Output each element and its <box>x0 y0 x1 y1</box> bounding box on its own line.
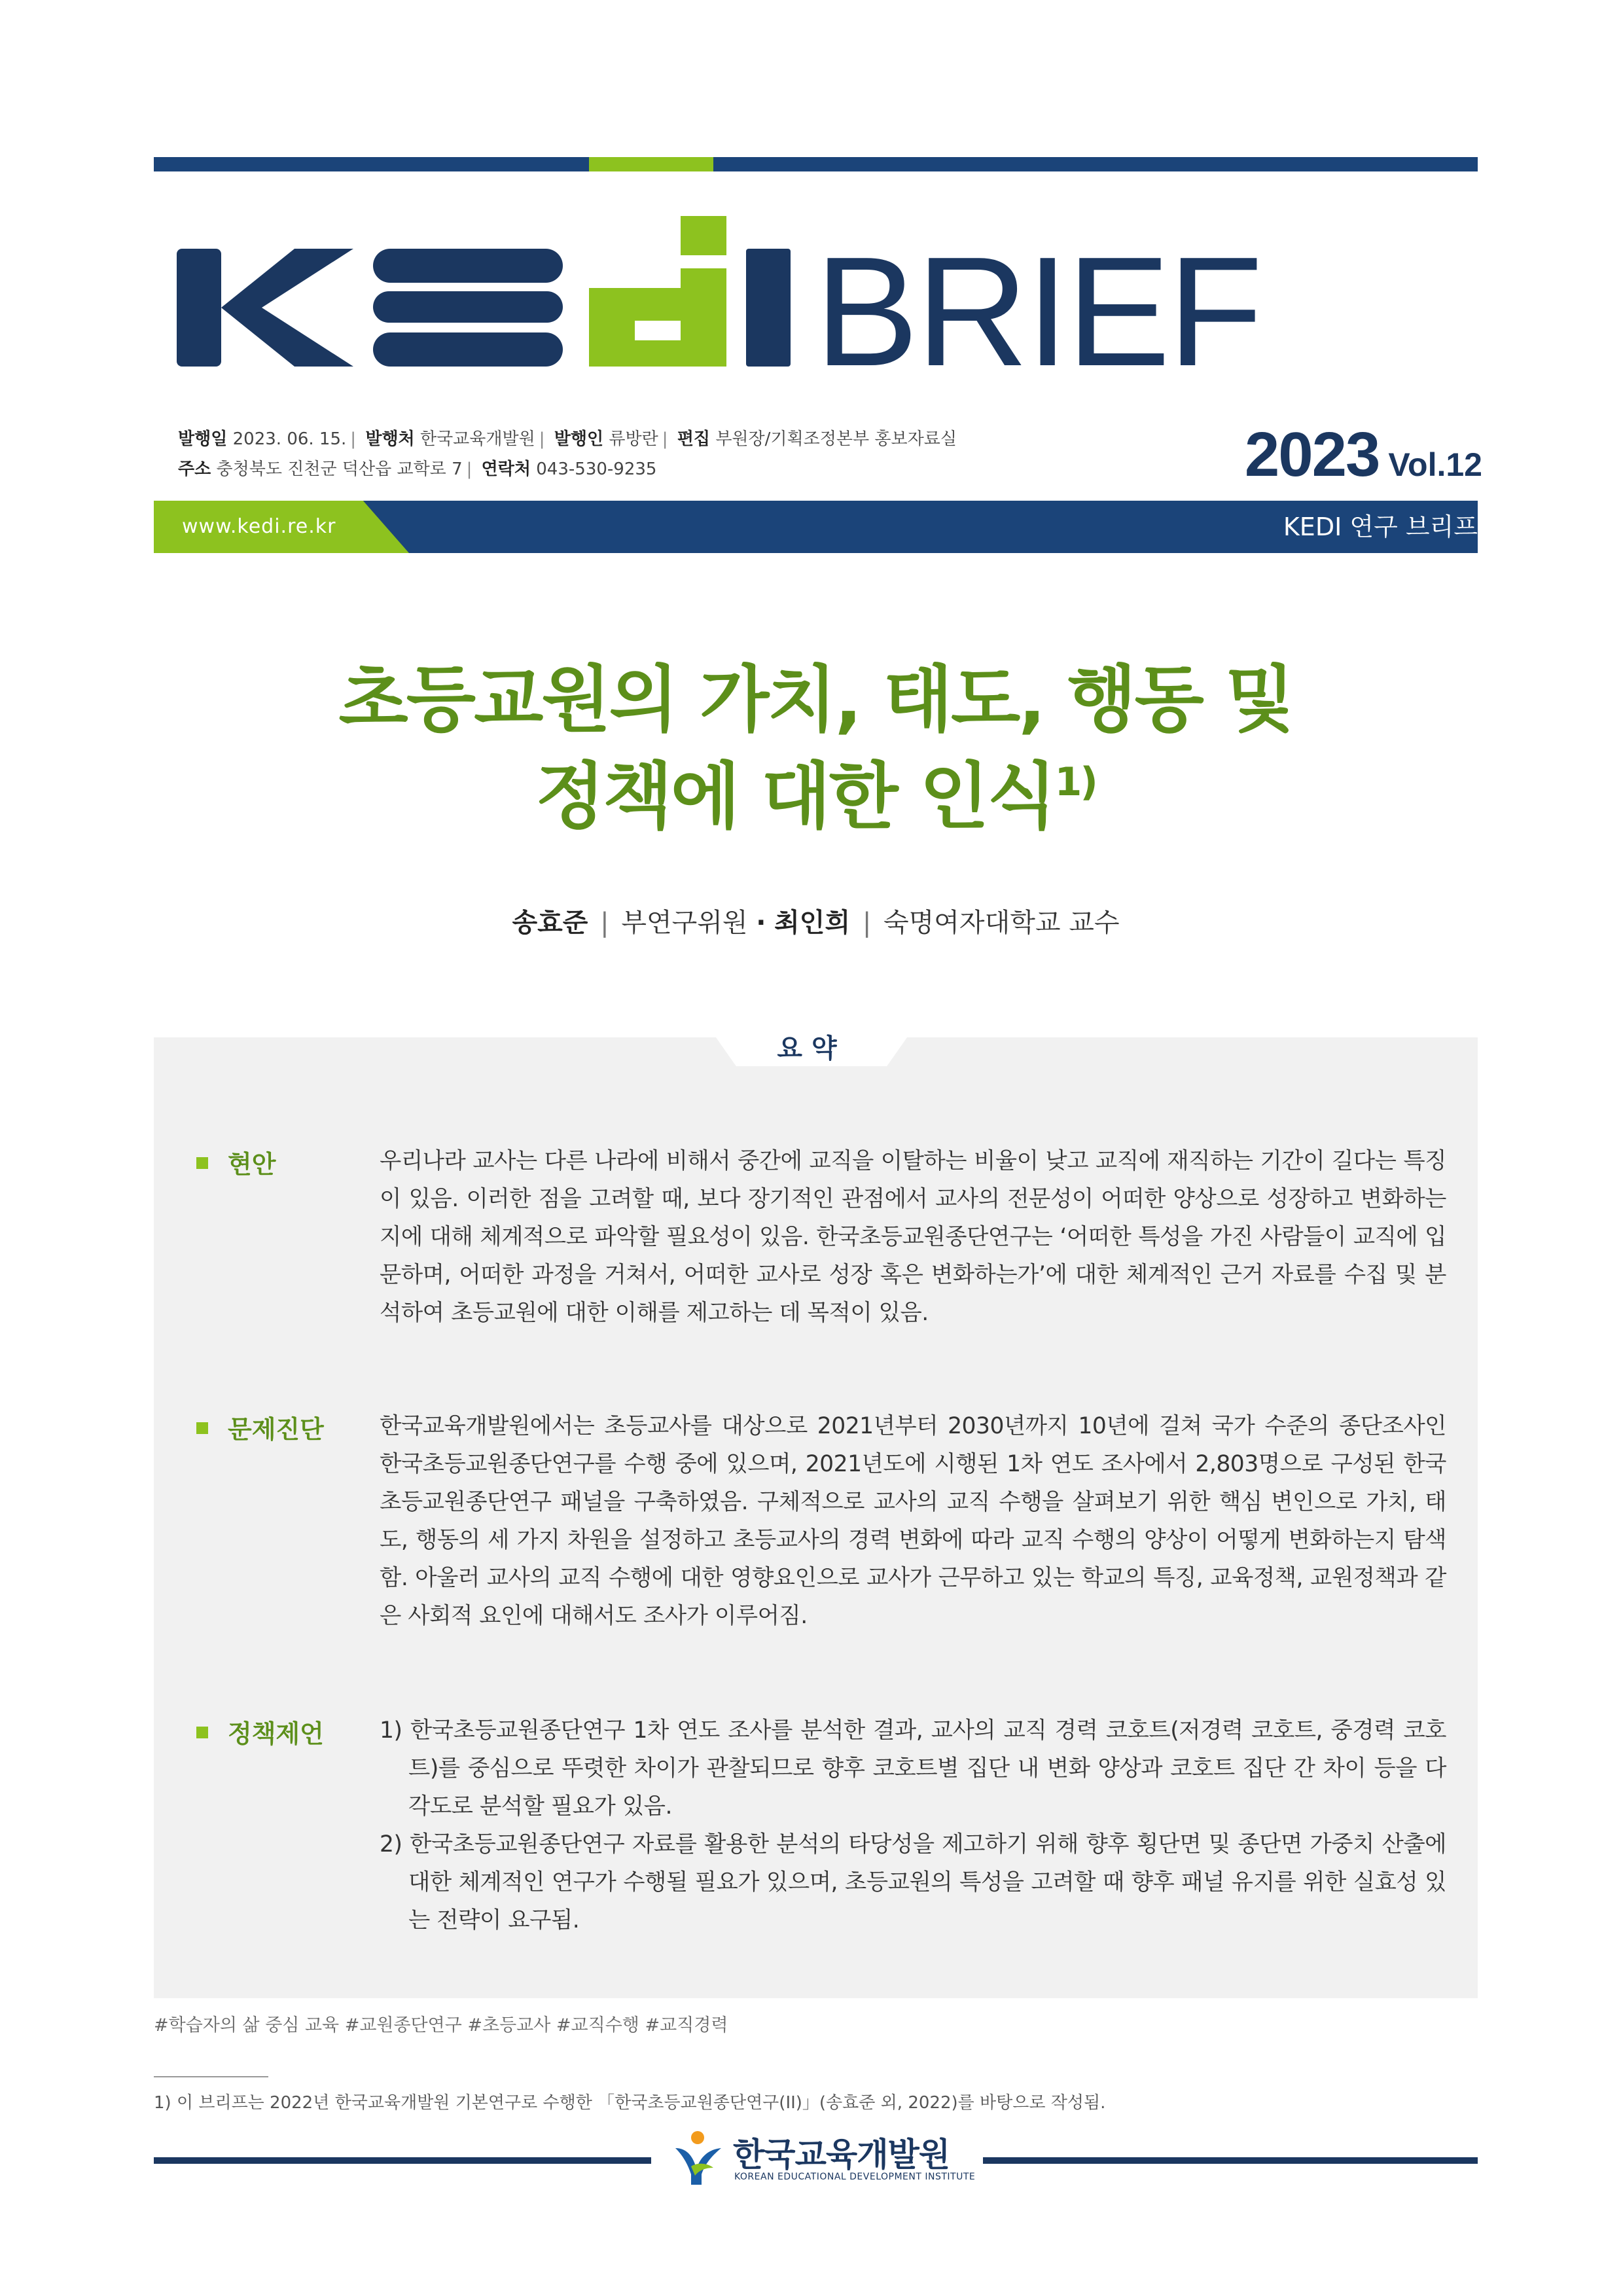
footnote: 1) 이 브리프는 2022년 한국교육개발원 기본연구로 수행한 「한국초등교원종단연구(II)」(송효준 외, 2022)를 바탕으로 작성됨. <box>154 2093 1106 2113</box>
logo-letter-e <box>373 249 563 367</box>
footer-org-english: KOREAN EDUCATIONAL DEVELOPMENT INSTITUTE <box>734 2172 976 2182</box>
publisher-label: 발행처 <box>365 429 415 449</box>
authors <box>154 902 1478 939</box>
title-line-2-text: 정책에 대한 인식 <box>535 755 1055 838</box>
issuer: 류방란 <box>609 429 658 449</box>
kedi-emblem-icon <box>668 2128 726 2187</box>
kedi-brief-logo <box>177 216 1486 373</box>
editor: 부원장/기획조정본부 홍보자료실 <box>715 429 957 449</box>
author-1-role: 부연구위원 <box>621 908 748 938</box>
section-heading-policy <box>196 1713 324 1749</box>
contact: 043-530-9235 <box>536 459 657 479</box>
address-label: 주소 <box>178 459 211 479</box>
publisher: 한국교육개발원 <box>419 429 535 449</box>
section-body-policy <box>380 1712 1446 1939</box>
pubinfo-line-2: 주소 충청북도 진천군 덕산읍 교학로 7 | 연락처 043-530-9235 <box>178 459 657 479</box>
title-line-1: 초등교원의 가치, 태도, 행동 및 <box>338 658 1293 742</box>
section-body-issue <box>380 1142 1446 1332</box>
website-link[interactable]: www.kedi.re.kr <box>182 515 336 538</box>
section-heading-diagnosis <box>196 1409 324 1445</box>
section-paragraph: 우리나라 교사는 다른 나라에 비해서 중간에 교직을 이탈하는 비율이 낮고 교직에 재직하는 기간이 길다는 특징이 있음. 이러한 점을 고려할 때, 보다 장기적인 관점에서 교사의 전문성이 어떠한 양상으로 성장하고 변화하는지에 대해 체계적으로 파악할 필요성이 있음. 한국초등교원종단연구는 ‘어떠한 특성을 가진 사람들이 교직에 입문하며, 어떠한 과정을 거쳐서, 어떠한 교사로 성장 혹은 변화하는가’에 대한 체계적인 근거 자료를 수집 및 분석하여 초등교원에 대한 이해를 제고하는 데 목적이 있음. <box>380 1148 1446 1326</box>
series-label: KEDI 연구 브리프 <box>1283 512 1478 541</box>
editor-label: 편집 <box>677 429 711 449</box>
issuer-label: 발행인 <box>554 429 604 449</box>
footer-rule-right <box>983 2157 1478 2164</box>
logo-letter-d <box>589 216 726 367</box>
bullet-square-icon <box>196 1157 208 1169</box>
section-heading-text: 현안 <box>228 1150 276 1179</box>
title-line-2 <box>154 748 1478 845</box>
policy-item-1: 1) 한국초등교원종단연구 1차 연도 조사를 분석한 결과, 교사의 교직 경력 코호트(저경력 코호트, 중경력 코호트)를 중심으로 뚜렷한 차이가 관찰되므로 향후 코호트별 집단 내 변화 양상과 코호트 집단 간 차이 등을 다각도로 분석할 필요가 있음. <box>380 1717 1446 1820</box>
summary-label: 요약 <box>777 1033 846 1064</box>
pubinfo-line-1: 발행일 2023. 06. 15. | 발행처 한국교육개발원 | 발행인 류방란 | 편집 부원장/기획조정본부 홍보자료실 <box>178 429 957 449</box>
address: 충청북도 진천군 덕산읍 교학로 7 <box>216 459 463 479</box>
author-1-name: 송효준 <box>512 908 588 938</box>
publication-info <box>178 424 957 484</box>
logo-letter-k <box>177 249 353 367</box>
section-paragraph: 한국교육개발원에서는 초등교사를 대상으로 2021년부터 2030년까지 10년에 걸쳐 국가 수준의 종단조사인 한국초등교원종단연구를 수행 중에 있으며, 2021년도에 시행된 1차 연도 조사에서 2,803명으로 구성된 한국초등교원종단연구 패널을 구축하였음. 구체적으로 교사의 교직 수행을 살펴보기 위한 핵심 변인으로 가치, 태도, 행동의 세 가지 차원을 설정하고 초등교사의 경력 변화에 따라 교직 수행의 양상이 어떻게 변화하는지 탐색함. 아울러 교사의 교직 수행에 대한 영향요인으로 교사가 근무하고 있는 학교의 특징, 교육정책, 교원정책과 같은 사회적 요인에 대해서도 조사가 이루어짐. <box>380 1413 1446 1629</box>
policy-item-2: 2) 한국초등교원종단연구 자료를 활용한 분석의 타당성을 제고하기 위해 향후 횡단면 및 종단면 가중치 산출에 대한 체계적인 연구가 수행될 필요가 있으며, 초등교원의 특성을 고려할 때 향후 패널 유지를 위한 실효성 있는 전략이 요구됨. <box>380 1831 1446 1933</box>
bullet-square-icon <box>196 1727 208 1738</box>
issue-number <box>1245 419 1482 491</box>
footer-rule-left <box>154 2157 651 2164</box>
section-heading-issue <box>196 1144 276 1180</box>
bullet-square-icon <box>196 1422 208 1434</box>
issue-volume: Vol.12 <box>1388 446 1482 483</box>
author-dot: · <box>756 908 766 938</box>
footnote-divider <box>154 2076 268 2077</box>
issue-year: 2023 <box>1244 420 1380 490</box>
section-heading-text: 정책제언 <box>228 1719 324 1748</box>
logo-letter-i <box>746 249 791 367</box>
title-footnote-mark[interactable]: 1) <box>1054 759 1096 805</box>
author-2-separator: | <box>862 908 872 938</box>
hashtags[interactable]: #학습자의 삶 중심 교육 #교원종단연구 #초등교사 #교직수행 #교직경력 <box>154 2015 728 2036</box>
logo-brief-text: BRIEF <box>815 225 1260 373</box>
author-1-separator: | <box>600 908 609 938</box>
issue-date: 2023. 06. 15. <box>232 429 347 449</box>
section-body-diagnosis <box>380 1407 1446 1635</box>
top-rule <box>154 157 1478 171</box>
footer-org-name: 한국교육개발원 <box>733 2136 950 2174</box>
author-2-role: 숙명여자대학교 교수 <box>883 908 1120 938</box>
top-rule-accent <box>589 157 713 171</box>
author-2-name: 최인희 <box>774 908 851 938</box>
section-heading-text: 문제진단 <box>228 1415 324 1444</box>
issue-date-label: 발행일 <box>178 429 228 449</box>
contact-label: 연락처 <box>481 459 531 479</box>
page-title <box>154 651 1478 845</box>
